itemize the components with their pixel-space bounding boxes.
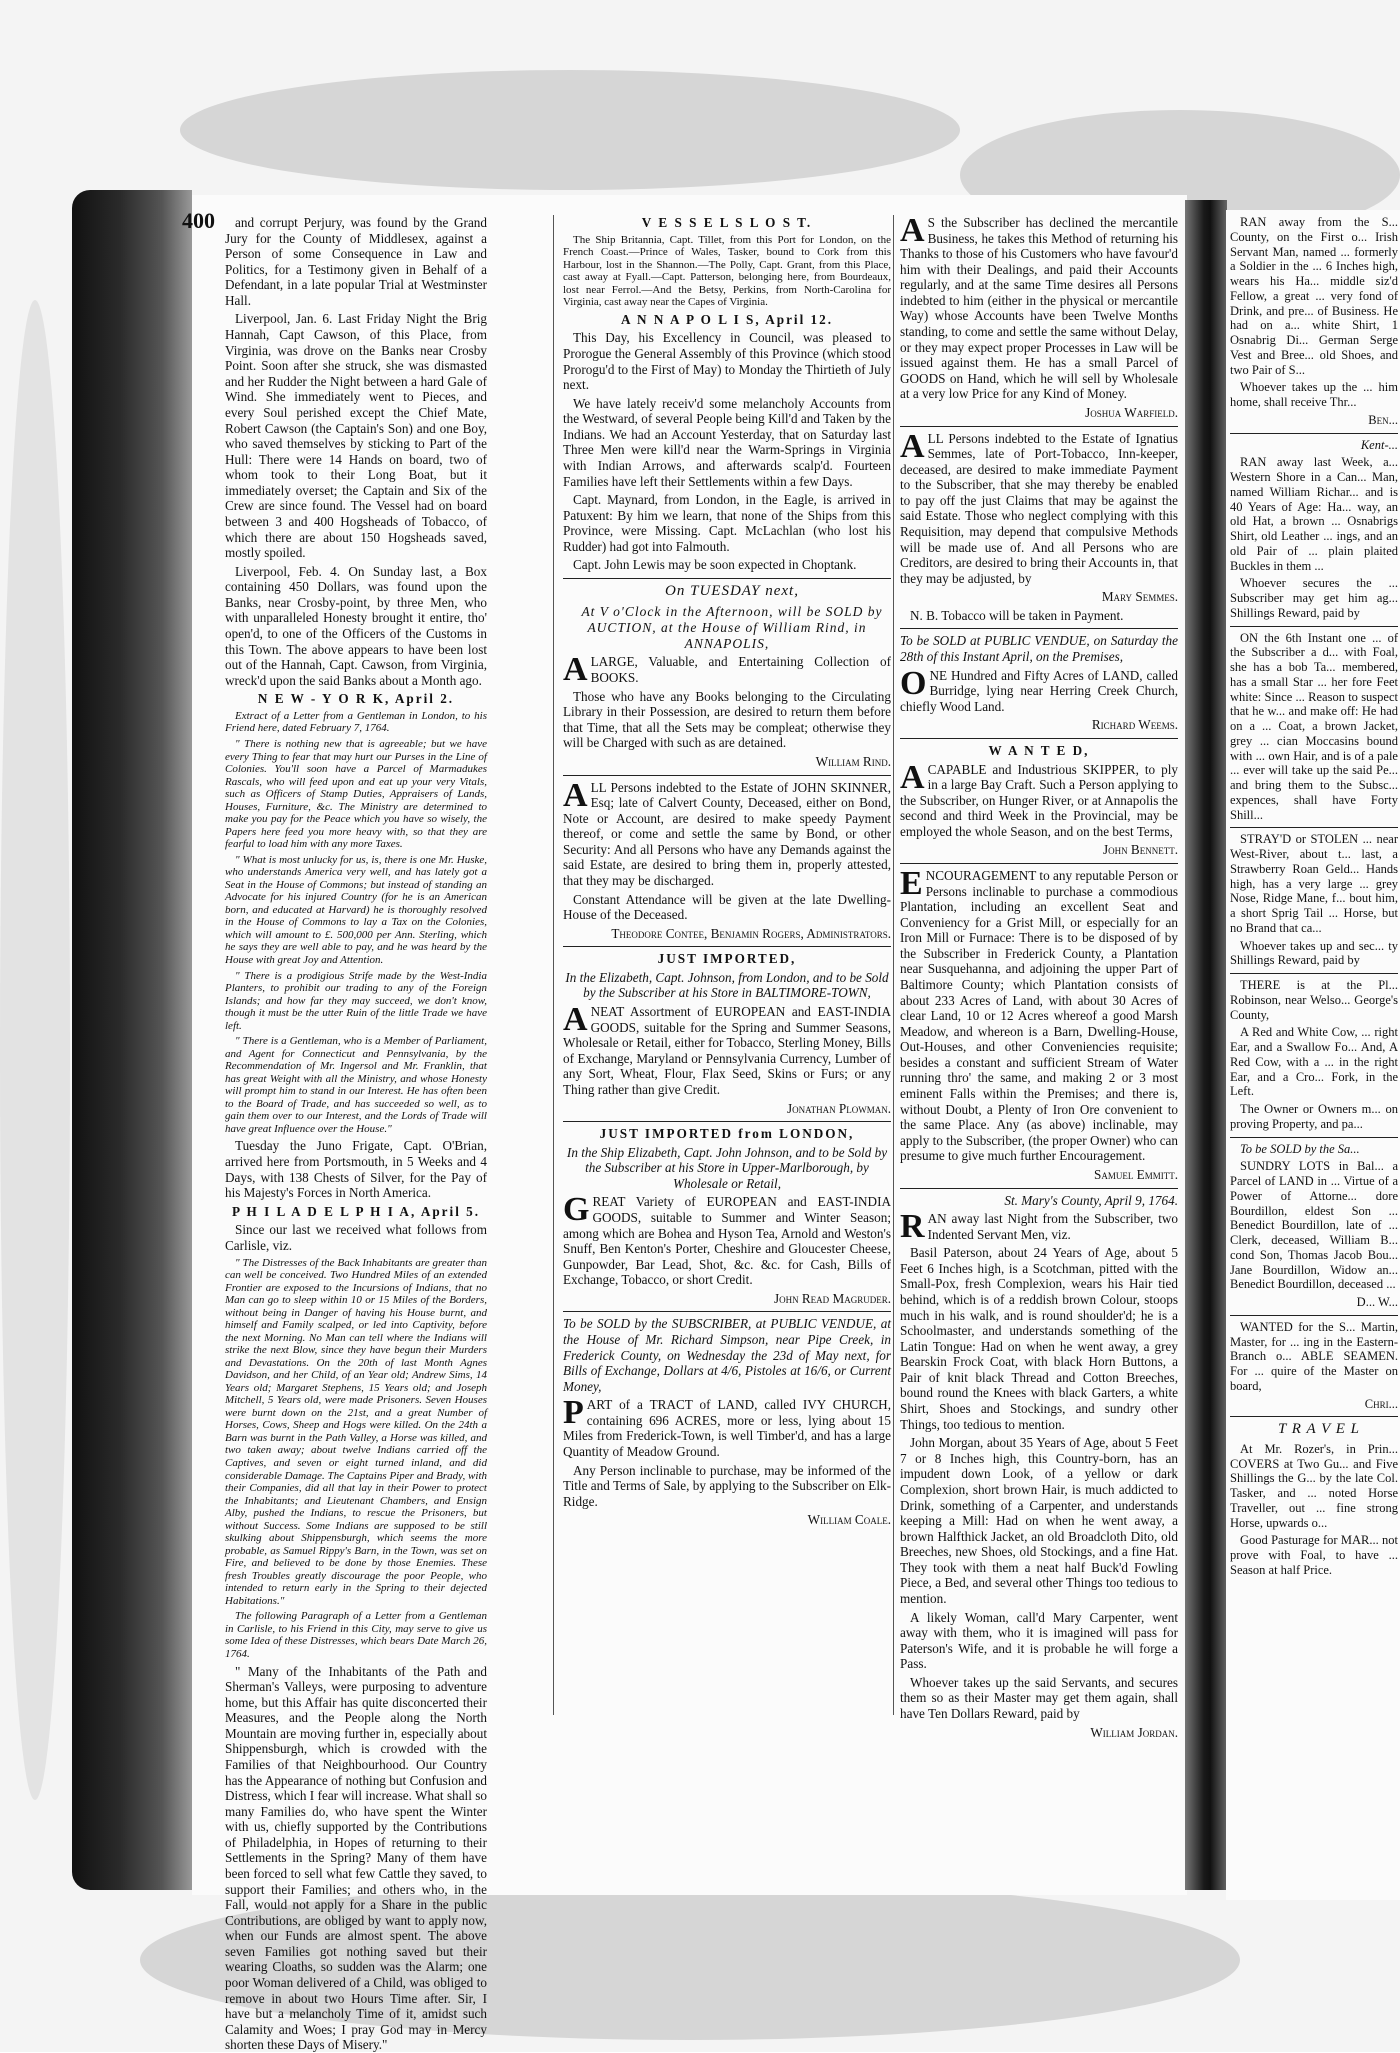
article-text: Capt. Maynard, from London, in the Eagle, is arrived in Patuxent: By him we learn, that none of the Ships from this Province, were Missing. Capt. McLachlan (who lost his Rudder) had got into Falmouth. bbox=[563, 492, 891, 554]
ad-text: ON the 6th Instant one ... of the Subscriber a d... with Foal, she has a bob Ta... membered, has a small Star ... her fore Feet white: Since ... Reason to suspect that he w... and make off: He had on a ... Coat, a brown Jacket, grey ... cian Moccasins bound with ... own Hair, and is of a pale ... ever will take up the said Pe... and bring them to the Subsc... expences, shall have Forty Shill... bbox=[1230, 630, 1398, 822]
letter-text: " Many of the Inhabitants of the Path and Sherman's Valleys, were purposing to adventure home, but this Affair has quite disconcerted their Measures, and the People along the North Mountain are moving further in, especially about Shippensburgh, which is crowded with the Families of that Neighbourhood. Our Country has the Appearance of nothing but Confusion and Distress, which I fear will increase. What shall so many Families do, who have spent the Winter with us, chiefly supported by the Contributions of Philadelphia, in Hopes of returning to their Settlements in the Spring? Many of them have been forced to sell what few Cattle they saved, to support their Families; and others who, in the Fall, would not apply for a Share in the public Contributions, are obliged by want to apply now, when our Funds are almost spent. The above seven Families got nothing saved but their wearing Cloaths, so sudden was the Alarm; one poor Woman delivered of a Child, was obliged to remove in about two Hours Time after. Sir, I have but a melancholy Time of it, amidst such Calamity and Woes; I pray God may in Mercy shorten these Days of Misery." bbox=[225, 1663, 487, 2053]
ad-text: At Mr. Rozer's, in Prin... COVERS at Two Gu... and Five Shillings the G... by the late Col. Tasker, and ... noted Horse Traveller, out ... fine strong Horse, upwards o... bbox=[1230, 1441, 1398, 1530]
advertisement-plantation bbox=[900, 863, 1178, 1183]
drop-cap: A bbox=[900, 427, 925, 465]
ad-signature: William Coale. bbox=[807, 1512, 891, 1528]
ad-subheading: In the Ship Elizabeth, Capt. John Johnson, and to be Sold by the Subscriber at his Store in Upper-Marlborough, by Wholesale or Retail, bbox=[566, 1144, 888, 1191]
advertisement-horse bbox=[1230, 1416, 1398, 1577]
ad-signature: Theodore Contee, Benjamin Rogers, Administrators. bbox=[611, 925, 891, 941]
ad-signature: Chri... bbox=[1364, 1396, 1398, 1411]
ad-signature: Samuel Emmitt. bbox=[1094, 1166, 1178, 1182]
advertisement-goods bbox=[563, 1121, 891, 1306]
article-text: We have lately receiv'd some melancholy Accounts from the Westward, of several People being Kill'd and Taken by the Indians. We had an Account Yesterday, that on Saturday last Three Men were kill'd near the Warm-Springs in Virginia with Indian Arrows, and afterwards scalp'd. Fourteen Families have left their Settlements within a few Days. bbox=[563, 395, 891, 489]
advertisement-runaway bbox=[900, 1188, 1178, 1741]
letter-intro: The following Paragraph of a Letter from a Gentleman in Carlisle, to his Friend in this City, may serve to give us some Idea of these Distresses, which bears Date March 26, 1764. bbox=[225, 1610, 487, 1660]
ad-subheading: In the Elizabeth, Capt. Johnson, from London, and to be Sold by the Subscriber at his Store in BALTIMORE-TOWN, bbox=[565, 969, 889, 1001]
drop-cap: P bbox=[563, 1394, 584, 1432]
column-news-2 bbox=[563, 215, 891, 1735]
column-rule bbox=[893, 215, 894, 1715]
article-text: Tuesday the Juno Frigate, Capt. O'Brian, arrived here from Portsmouth, in 5 Weeks and 4 Days, with 138 Chests of Silver, for the Pay of his Majesty's Forces in North America. bbox=[225, 1138, 487, 1201]
ad-text: RAN away from the S... County, on the First o... Irish Servant Man, named ... formerly a Soldier in the ... 6 Inches high, wears his Ha... middle siz'd Fellow, a great ... very fond of Drink, and pre... of Business. He had on a... white Shirt, 1 Osnabrig Di... German Serge Vest and Bree... old Shoes, and two Pair of S... bbox=[1230, 215, 1398, 377]
advertisement-land bbox=[1230, 1137, 1398, 1310]
article-text: Since our last we received what follows from Carlisle, viz. bbox=[225, 1222, 487, 1253]
advertisement-land bbox=[900, 628, 1178, 732]
ad-heading: To be SOLD by the SUBSCRIBER, at PUBLIC VENDUE, at the House of Mr. Richard Simpson, near Pipe Creek, in Frederick County, on Wednesday the 23d of May next, for Bills of Exchange, Dollars at 4/6, Pistoles at 16/6, or Current Money, bbox=[563, 1316, 891, 1394]
ad-text: NCOURAGEMENT to any reputable Person or Persons inclinable to purchase a commodious Plantation, including an excellent Seat and Conveniency for a Grist Mill, or especially for an Iron Mill or Furnace: There is to be disposed of by the Subscriber in Frederick County, a Plantation near Susquehanna, and adjoining the upper Part of Baltimore County; which Plantation consists of about 233 Acres of Land, with about 30 Acres of clear Land, 10 or 12 Acres whereof a good Marsh Meadow, and whereon is a Barn, Dwelling-House, Out-Houses, and other Conveniencies requisite; besides a constant and sufficient Stream of Water running thro' the same, and making 2 or 3 most eminent Falls within the Premises; and there is, without Doubt, a Plenty of Iron Ore convenient to the same Place. Any (as above) inclinable, may apply to the Subscriber, (the proper Owner) who can presume to give much further Encouragement. bbox=[900, 867, 1178, 1164]
ad-text: Those who have any Books belonging to the Circulating Library in their Possession, are desired to return them before that Time, that all the Sets may be compleat; otherwise they will be Charged with such as are detained. bbox=[563, 688, 891, 751]
advertisement-estate bbox=[900, 426, 1178, 624]
ad-text: Whoever takes up the said Servants, and secures them so as their Master may get them again, shall have Ten Dollars Reward, paid by bbox=[900, 1674, 1178, 1722]
advertisement-runaway bbox=[1230, 433, 1398, 621]
ad-signature: D... W... bbox=[1356, 1295, 1398, 1309]
ad-signature: Jonathan Plowman. bbox=[786, 1100, 891, 1116]
letter-text: " What is most unlucky for us, is, there is one Mr. Huske, who understands America very well, and has lately got a Seat in the House of Commons; but instead of standing an Advocate for his injured Country (for he is an American born, and educated at Harvard) he is thoroughly resolved in the House of Commons to lay a Tax on the Colonies, which will amount to £. 500,000 per Ann. Sterling, which he says they are well able to pay, and he was heard by the House with great Joy and Attention. bbox=[225, 853, 487, 967]
ad-heading: To be SOLD at PUBLIC VENDUE, on Saturday the 28th of this Instant April, on the Premises, bbox=[900, 633, 1178, 665]
drop-cap: A bbox=[563, 1001, 588, 1039]
ad-text: ART of a TRACT of LAND, called IVY CHURCH, containing 696 ACRES, more or less, lying about 15 Miles from Frederick-Town, is well Timber'd, and has a large Quantity of Meadow Ground. bbox=[563, 1397, 891, 1460]
ad-heading: T R A V E L bbox=[1277, 1421, 1360, 1438]
ad-text: WANTED for the S... Martin, Master, for ... ing in the Eastern-Branch o... ABLE SEAMEN. For ... quire of the Master on board, bbox=[1230, 1319, 1398, 1393]
ad-text: Constant Attendance will be given at the late Dwelling-House of the Deceased. bbox=[563, 891, 891, 923]
ad-note: N. B. Tobacco will be taken in Payment. bbox=[910, 607, 1124, 623]
advertisement-wanted bbox=[1230, 1315, 1398, 1412]
section-heading: V E S S E L S L O S T. bbox=[641, 215, 813, 230]
ad-dateline: St. Mary's County, April 9, 1764. bbox=[1004, 1192, 1178, 1208]
drop-cap: A bbox=[900, 212, 925, 249]
ad-signature: Richard Weems. bbox=[1091, 717, 1178, 733]
ad-text: CAPABLE and Industrious SKIPPER, to ply in a large Bay Craft. Such a Person applying to the Subscriber, on Hunger River, or at Annapolis the second and third Week in the Provincial, may be employed the whole Season, and on the best Terms, bbox=[900, 761, 1178, 839]
ad-text: Whoever takes up and sec... ty Shillings Reward, paid by bbox=[1230, 938, 1398, 968]
letter-text: " There is a Gentleman, who is a Member of Parliament, and Agent for Connecticut and Pennsylvania, by the Recommendation of Mr. Ingersol and Mr. Franklin, that has great Weight with all the Ministry, and whose Honesty will prompt him to stand in our Interest. He has often been to the Board of Trade, and has succeeded so well, as to gain them over to our Interest, and the Lords of Trade will have great Influence over the House." bbox=[225, 1035, 487, 1135]
book-gutter bbox=[1185, 200, 1227, 1890]
ink-smudge bbox=[180, 70, 960, 190]
article-text: Liverpool, Jan. 6. Last Friday Night the Brig Hannah, Capt Cawson, of this Place, from Virginia, was drove on the Banks near Crosby Point. Soon after she struck, she was dismasted and her Rudder the Night between a hard Gale of Wind. She immediately went to Pieces, and every Soul perished except the Chief Mate, Robert Cawson (the Captain's Son) and one Boy, who saved themselves by sticking to Part of the Hull: There were 14 Hands on board, two of whom took to their Long Boat, but it immediately overset; the Captain and Six of the Crew are since found. The Vessel had on board between 3 and 400 Hogsheads of Tobacco, of which there are about 150 Hogsheads saved, mostly spoiled. bbox=[225, 311, 487, 561]
ad-signature: John Bennett. bbox=[1102, 842, 1178, 858]
ad-text: A Red and White Cow, ... right Ear, and a Swallow Fo... And, A Red Cow, with a ... in the right Ear, and a Cro... Fork, in the Left. bbox=[1230, 1025, 1398, 1099]
letter-text: " There is nothing new that is agreeable; but we have every Thing to fear that may hurt our Purses in the Line of Colonies. You'll soon have a Parcel of Marmadukes Rascals, who will feed upon and eat up your very Vitals, such as Officers of Stamp Duties, Appraisers of Lands, Houses, Furniture, &c. The Ministry are determined to make you pay for the Peace which you have so wisely, the Papers here feed you more heavy with, so that they are fearful to load him with any more Taxes. bbox=[225, 737, 487, 851]
advertisement-estate bbox=[563, 775, 891, 942]
advertisement-runaway bbox=[1230, 215, 1398, 428]
dateline-heading: P H I L A D E L P H I A, April 5. bbox=[231, 1203, 481, 1219]
ad-text: SUNDRY LOTS in Bal... a Parcel of LAND in ... Virtue of a Power of Attorne... dore Bourdillon, eldest Son ... Benedict Bourdillon, late of ... Clerk, deceased, William B... cond Son, Thomas Jacob Bou... Jane Bourdillon, Widow an... Benedict Bourdillon, deceased ... bbox=[1230, 1159, 1398, 1292]
ad-text: S the Subscriber has declined the mercantile Business, he takes this Method of returning his Thanks to those of his Customers who have favour'd him with their Dealings, and paid their Accounts regularly, and at the same Time desires all Persons indebted to him (either in the physical or mercantile Way) whose Accounts have been Twelve Months standing, to come and settle the same without Delay, or they may expect proper Processes in Law will be issued against them. He has a small Parcel of GOODS on Hand, which he will sell by Wholesale at a very low Price for any Kind of Money. bbox=[900, 215, 1178, 402]
ad-text: Any Person inclinable to purchase, may be informed of the Title and Terms of Sale, by applying to the Subscriber on Elk-Ridge. bbox=[563, 1462, 891, 1509]
advertisement-goods bbox=[563, 946, 891, 1116]
ad-signature: William Jordan. bbox=[1090, 1724, 1178, 1740]
ad-dateline: Kent-... bbox=[1360, 437, 1398, 452]
ad-text: A likely Woman, call'd Mary Carpenter, went away with them, who it is imagined will pass for Paterson's Wife, and it is probable he will forge a Pass. bbox=[900, 1609, 1178, 1672]
ad-signature: John Read Magruder. bbox=[773, 1290, 891, 1306]
letter-text: " There is a prodigious Strife made by the West-India Planters, to prohibit our trading to any of the Foreign Islands; and how far they may succeed, we don't know, though it must be the utter Ruin of the little Trade we have left. bbox=[225, 969, 487, 1032]
ad-text: REAT Variety of EUROPEAN and EAST-INDIA GOODS, suitable to Summer and Winter Season; among which are Bohea and Hyson Tea, Arnold and Weston's Snuff, Ben Kenton's Porter, Cheshire and Gloucester Cheese, Gunpowder, Bar Lead, Shot, &c. &c. for Cash, Bills of Exchange, Tobacco, or short Credit. bbox=[563, 1194, 891, 1288]
drop-cap: R bbox=[900, 1208, 925, 1246]
column-ads-3 bbox=[900, 212, 1178, 1740]
article-text: This Day, his Excellency in Council, was pleased to Prorogue the General Assembly of this Province (which stood Prorogu'd to the First of May) to Monday the Thirtieth of July next. bbox=[563, 330, 891, 393]
advertisement-auction bbox=[563, 578, 891, 770]
drop-cap: A bbox=[563, 776, 588, 814]
article-text: Liverpool, Feb. 4. On Sunday last, a Box containing 450 Dollars, was found upon the Banks, near Crosby-point, by three Men, who with unparalleled Honesty brought it entire, tho' open'd, to one of the Officers of the Customs in this Town. The above appears to have been lost out of the Hannah, Capt. Cawson, from Virginia, wreck'd upon the said Banks about a Month ago. bbox=[225, 563, 487, 688]
ad-text: Basil Paterson, about 24 Years of Age, about 5 Feet 6 Inches high, is a Scotchman, pitted with the Small-Pox, fresh Complexion, wears his Hair tied behind, which is of a reddish brown Colour, stoops much in his walk, and is round shoulder'd; he is a Schoolmaster, and understands something of the Latin Tongue: Had on when he went away, a grey Bearskin Frock Coat, with black Horn Buttons, a Pair of knit black Thread and Cotton Breeches, bound round the Knees with black Garters, a white Shirt, Shoes and Stockings, and sundry other Things, too tedious to mention. bbox=[900, 1245, 1178, 1432]
ad-text: LARGE, Valuable, and Entertaining Collection of BOOKS. bbox=[590, 654, 891, 686]
article-text: and corrupt Perjury, was found by the Grand Jury for the County of Middlesex, against a Person of some Consequence in Law and Politics, for a Testimony given in Behalf of a Defendant, in a late popular Trial at Westminster Hall. bbox=[225, 215, 487, 308]
advertisement-land bbox=[563, 1311, 891, 1528]
drop-cap: A bbox=[900, 758, 925, 796]
page-number: 400 bbox=[182, 208, 215, 233]
ad-text: AN away last Night from the Subscriber, two Indented Servant Men, viz. bbox=[927, 1211, 1178, 1242]
ad-heading: To be SOLD by the Sa... bbox=[1240, 1141, 1360, 1156]
ad-text: Good Pasturage for MAR... not prove with Foal, to have ... Season at half Price. bbox=[1230, 1533, 1398, 1577]
column-facing-page bbox=[1230, 215, 1398, 1715]
ad-text: John Morgan, about 35 Years of Age, about 5 Feet 7 or 8 Inches high, this Country-born, has an impudent down Look, of a yellow or dark Complexion, short brown Hair, is much addicted to Drink, something of a Carpenter, and understands keeping a Mill: Had on when he went away, a brown Halfthick Jacket, an old Broadcloth Dito, old Breeches, new Shoes, old Stockings, and a fine Hat. They took with them a neat half Buck'd Fowling Piece, a Bed, and several other Things too tedious to mention. bbox=[900, 1435, 1178, 1606]
ad-text: THERE is at the Pl... Robinson, near Welso... George's County, bbox=[1230, 978, 1398, 1022]
dateline-heading: A N N A P O L I S, April 12. bbox=[620, 311, 834, 327]
article-text: Capt. John Lewis may be soon expected in Choptank. bbox=[573, 557, 857, 573]
ad-text: NEAT Assortment of EUROPEAN and EAST-INDIA GOODS, suitable for the Spring and Summer Seasons, Wholesale or Retail, either for Tobacco, Sterling Money, Bills of Exchange, Maryland or Pennsylvania Currency, Lumber of any Sort, Wheat, Flour, Flax Seed, Skins or Furs; or any Thing rather than give Credit. bbox=[563, 1004, 891, 1097]
drop-cap: G bbox=[563, 1191, 590, 1229]
book-binding-left bbox=[72, 190, 192, 1890]
advertisement-wanted bbox=[900, 738, 1178, 858]
ink-smudge bbox=[0, 300, 70, 1800]
ad-text: STRAY'D or STOLEN ... near West-River, about t... last, a Strawberry Roan Geld... Hands high, has a very large ... grey Nose, Ridge Mane, f... bout him, a short Sprig Tail ... Horse, but no Brand that ca... bbox=[1230, 832, 1398, 935]
ad-text: Whoever secures the ... Subscriber may get him ag... Shillings Reward, paid by bbox=[1230, 576, 1398, 620]
ad-text: LL Persons indebted to the Estate of Ignatius Semmes, late of Port-Tobacco, Inn-keeper, deceased, are desired to make immediate Payment to the Subscriber, that she may thereby be enabled to pay off the just Claims that may be against the said Estate. Those who neglect complying with this Requisition, may depend that compulsive Methods will be made use of. And all Persons who are Creditors, are desired to bring their Accounts in, that they may be adjusted, by bbox=[900, 430, 1178, 586]
ad-text: RAN away last Week, a... Western Shore in a Can... Man, named William Richar... and is 40 Years of Age: Ha... way, an old Hat, a brown ... Osnabrigs Shirt, old Leather ... ings, and an old Pair of ... plain plaited Buckles in them ... bbox=[1230, 455, 1398, 573]
ad-subheading: At V o'Clock in the Afternoon, will be SOLD by AUCTION, at the House of William Rind, in ANNAPOLIS, bbox=[581, 603, 883, 651]
column-news-1 bbox=[225, 215, 487, 2053]
ad-heading: JUST IMPORTED from LONDON, bbox=[599, 1126, 855, 1142]
advertisement-stray bbox=[1230, 973, 1398, 1132]
letter-intro: Extract of a Letter from a Gentleman in London, to his Friend here, dated February 7, 1764. bbox=[225, 709, 487, 735]
advertisement-notice bbox=[900, 212, 1178, 421]
ad-signature: Mary Semmes. bbox=[1101, 589, 1178, 605]
ad-text: NE Hundred and Fifty Acres of LAND, called Burridge, lying near Herring Creek Church, chiefly Wood Land. bbox=[900, 667, 1178, 714]
letter-text: " The Distresses of the Back Inhabitants are greater than can well be conceived. Two Hundred Miles of an extended Frontier are exposed to the Incursions of Indians, that no Man can go to sleep within 10 or 15 Miles of the Borders, without being in Danger of having his House burnt, and himself and Family scalped, or led into Captivity, before the next Morning. No Man can tell where the Indians will strike the next Blow, since they have begun their Murders and Devastations. On the 20th of last Month Agnes Davidson, and her Child, of an Year old; Andrew Sims, 14 Years old; Margaret Stephens, 15 Years old; and Joseph Mitchell, 5 Years old, were made Prisoners. Seven Houses were burnt down on the 21st, and a great Number of Horses, Cows, Sheep and Hogs were killed. On the 24th a Barn was burnt in the Path Valley, a Horse was killed, and two taken away; about twelve Indians carried off the Captives, and seven or eight turned inland, and did considerable Damage. The Captains Piper and Brady, with their Companies, did all that lay in their Power to protect the Inhabitants; and Lieutenant Chambers, and Ensign Alby, pushed the Indians, to rescue the Prisoners, but without Success. Some Indians are supposed to be still skulking about Shippensburgh, which seems the more probable, as Samuel Rippy's Barn, in the Town, was set on Fire, and believed to be done by those Enemies. These fresh Troubles greatly discourage the poor People, who intended to return early in the Spring to their dejected Habitations." bbox=[225, 1256, 487, 1607]
ad-heading: On TUESDAY next, bbox=[665, 583, 799, 600]
ad-signature: William Rind. bbox=[815, 753, 891, 769]
drop-cap: A bbox=[563, 651, 588, 689]
ad-signature: Ben... bbox=[1368, 412, 1398, 427]
advertisement-notice bbox=[1230, 626, 1398, 823]
drop-cap: O bbox=[900, 664, 927, 702]
advertisement-stray bbox=[1230, 827, 1398, 968]
column-rule bbox=[553, 215, 554, 1715]
drop-cap: E bbox=[900, 864, 923, 902]
article-text: The Ship Britannia, Capt. Tillet, from this Port for London, on the French Coast.—Prince of Wales, Tasker, bound to Cork from this Harbour, lost in the Shannon.—The Polly, Capt. Grant, from this Place, cast away at Fyall.—Capt. Patterson, belonging here, from Bourdeaux, lost near Ferrol.—And the Betsy, Perkins, from North-Carolina for Virginia, cast away near the Capes of Virginia. bbox=[563, 233, 891, 309]
ad-text: Whoever takes up the ... him home, shall receive Thr... bbox=[1230, 380, 1398, 409]
ad-signature: Joshua Warfield. bbox=[1085, 404, 1178, 420]
ad-heading: W A N T E D, bbox=[988, 742, 1090, 758]
ad-heading: JUST IMPORTED, bbox=[657, 951, 797, 967]
ad-text: The Owner or Owners m... on proving Property, and pa... bbox=[1230, 1102, 1398, 1131]
dateline-heading: N E W - Y O R K, April 2. bbox=[257, 691, 455, 707]
ad-text: LL Persons indebted to the Estate of JOHN SKINNER, Esq; late of Calvert County, Deceased, either on Bond, Note or Account, are desired to make speedy Payment thereof, or come and settle the same by Bond, or other Security: And all Persons who have any Demands against the said Estate, are desired to bring them in, properly attested, that they may be discharged. bbox=[563, 779, 891, 888]
